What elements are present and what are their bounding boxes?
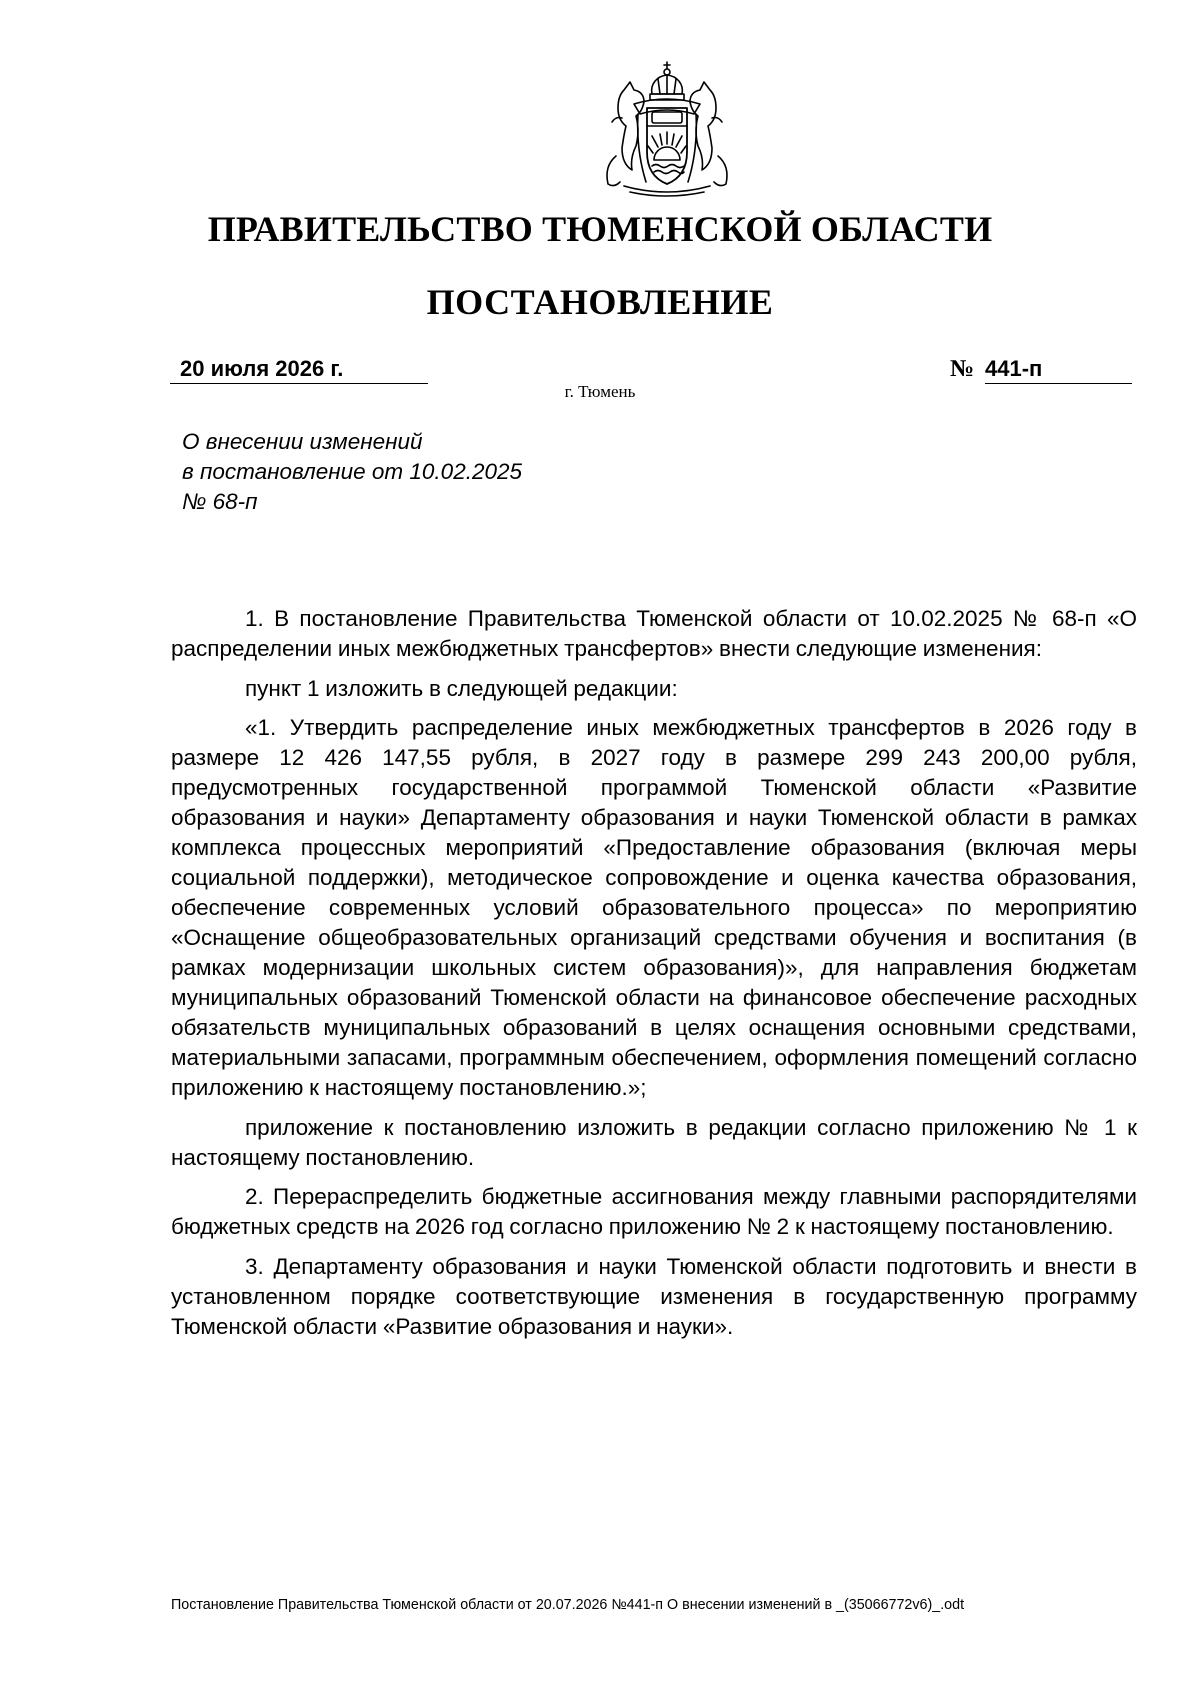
body-paragraph: 3. Департаменту образования и науки Тюменской области подготовить и внести в установленном порядке соответствующие изменения в государственную программу Тюменской области «Развитие образования и науки».	[171, 1253, 1137, 1339]
subject-line: О внесении изменений	[182, 429, 423, 454]
body-paragraph: приложение к постановлению изложить в редакции согласно приложению № 1 к настоящему постановлению.	[171, 1114, 1137, 1170]
organization-title: ПРАВИТЕЛЬСТВО ТЮМЕНСКОЙ ОБЛАСТИ	[207, 209, 993, 249]
body-paragraph: 2. Перераспределить бюджетные ассигнования между главными распорядителями бюджетных средств на 2026 год согласно приложению № 2 к настоящему постановлению.	[171, 1184, 1137, 1239]
place-of-issue: г. Тюмень	[564, 382, 636, 401]
number-sign: №	[950, 356, 975, 382]
document-body	[171, 604, 1137, 1351]
document-type: ПОСТАНОВЛЕНИЕ	[426, 282, 774, 322]
subject-line: в постановление от 10.02.2025	[182, 459, 523, 484]
document-date: 20 июля 2026 г.	[170, 354, 428, 384]
body-paragraph: «1. Утвердить распределение иных межбюджетных трансфертов в 2026 году в размере 12 426 147,55 рубля, в 2027 году в размере 299 243 200,00 рубля, предусмотренных государственной программой Тюменской области «Развитие образования и науки» Департаменту образования и науки Тюменской области в рамках комплекса процессных мероприятий «Предоставление образования (включая меры социальной поддержки), методическое сопровождение и оценка качества образования, обеспечение современных условий образовательного процесса» по мероприятию «Оснащение общеобразовательных организаций средствами обучения и воспитания (в рамках модернизации школьных систем образования)», для направления бюджетам муниципальных образований Тюменской области на финансовое обеспечение расходных обязательств муниципальных образований в целях оснащения основными средствами, материальными запасами, программным обеспечением, оформления помещений согласно приложению к настоящему постановлению.»;	[171, 715, 1137, 1100]
document-subject	[182, 427, 742, 517]
body-paragraph: 1. В постановление Правительства Тюменской области от 10.02.2025 № 68-п «О распределении иных межбюджетных трансфертов» внести следующие изменения:	[171, 606, 1137, 661]
subject-line: № 68-п	[182, 489, 258, 514]
document-footer: Постановление Правительства Тюменской области от 20.07.2026 №441-п О внесении изменений в _(35066772v6)_.odt	[171, 1597, 965, 1613]
tyumen-oblast-coat-of-arms-icon	[594, 60, 740, 200]
body-paragraph: пункт 1 изложить в следующей редакции:	[245, 675, 678, 701]
document-number: 441-п	[985, 354, 1132, 384]
